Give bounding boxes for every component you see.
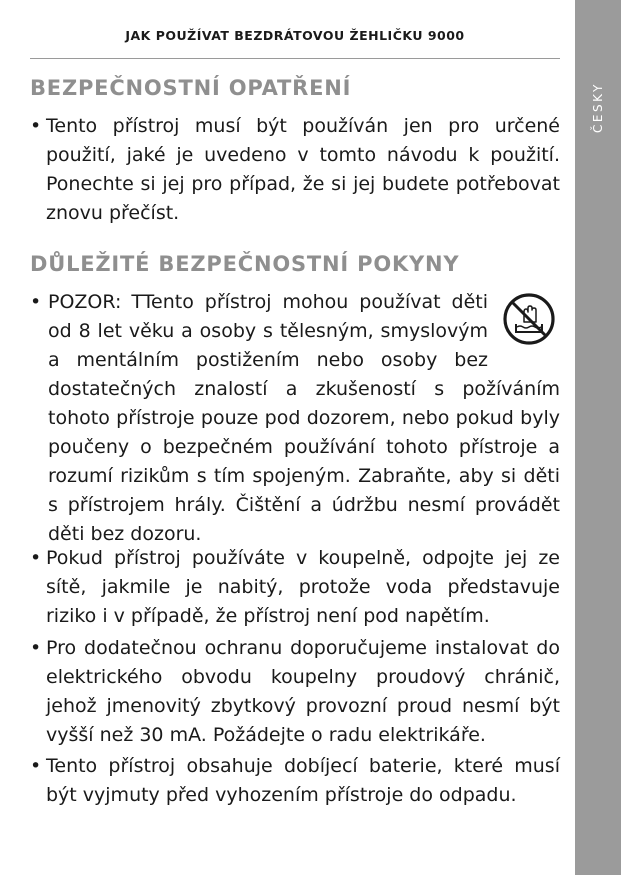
bullet-dot: • <box>30 115 42 137</box>
list-item <box>30 752 560 810</box>
section-heading-important: DŮLEŽITÉ BEZPEČNOSTNÍ POKYNY <box>30 252 460 276</box>
list-item <box>30 634 560 750</box>
language-tab-label: ČESKY <box>591 82 605 134</box>
section-heading-safety: BEZPEČNOSTNÍ OPATŘENÍ <box>30 76 352 100</box>
bullet-dot: • <box>30 755 42 777</box>
pozor-label: POZOR: <box>48 291 122 313</box>
bullet-dot: • <box>30 547 42 569</box>
list-item-text: Pokud přístroj používáte v koupelně, odpojte jej ze sítě, jakmile je nabitý, protože voda představuje riziko i v případě, že přístroj není pod napětím. <box>46 547 560 627</box>
list-item <box>30 544 560 631</box>
list-item-body <box>48 288 560 549</box>
header-divider <box>30 58 560 59</box>
bullet-dot: • <box>30 637 42 659</box>
no-water-immersion-icon <box>498 288 560 350</box>
bullet-dot: • <box>30 291 42 313</box>
list-item-text: Tento přístroj musí být používán jen pro určené použití, jaké je uvedeno v tomto návodu k použití. Ponechte si jej pro případ, že si jej budete potřebovat znovu přečíst. <box>46 115 560 224</box>
list-item <box>30 288 560 549</box>
list-item <box>30 112 560 228</box>
running-header-title: JAK POUŽÍVAT BEZDRÁTOVOU ŽEHLIČKU 9000 <box>125 28 465 43</box>
list-item-text: Tento přístroj obsahuje dobíjecí baterie, které musí být vyjmuty před vyhozením přístroje do odpadu. <box>46 755 560 806</box>
list-item-text: Pro dodatečnou ochranu doporučujeme instalovat do elektrického obvodu koupelny proudový chránič, jehož jmenovitý zbytkový provozní proud nesmí být vyšší než 30 mA. Požádejte o radu elektrikáře. <box>46 637 560 746</box>
list-item-text: TTento přístroj mohou používat děti od 8 let věku a osoby s tělesným, smyslovým a mentálním postižením nebo osoby bez dostatečných znalostí a zkušeností s požíváním tohoto přístroje pouze pod dozorem, nebo pokud byly poučeny o bezpečném používání tohoto přístroje a rozumí rizikům s tím spojeným. Zabraňte, aby si děti s přístrojem hrály. Čištění a údržbu nesmí provádět děti bez dozoru. <box>48 291 560 545</box>
